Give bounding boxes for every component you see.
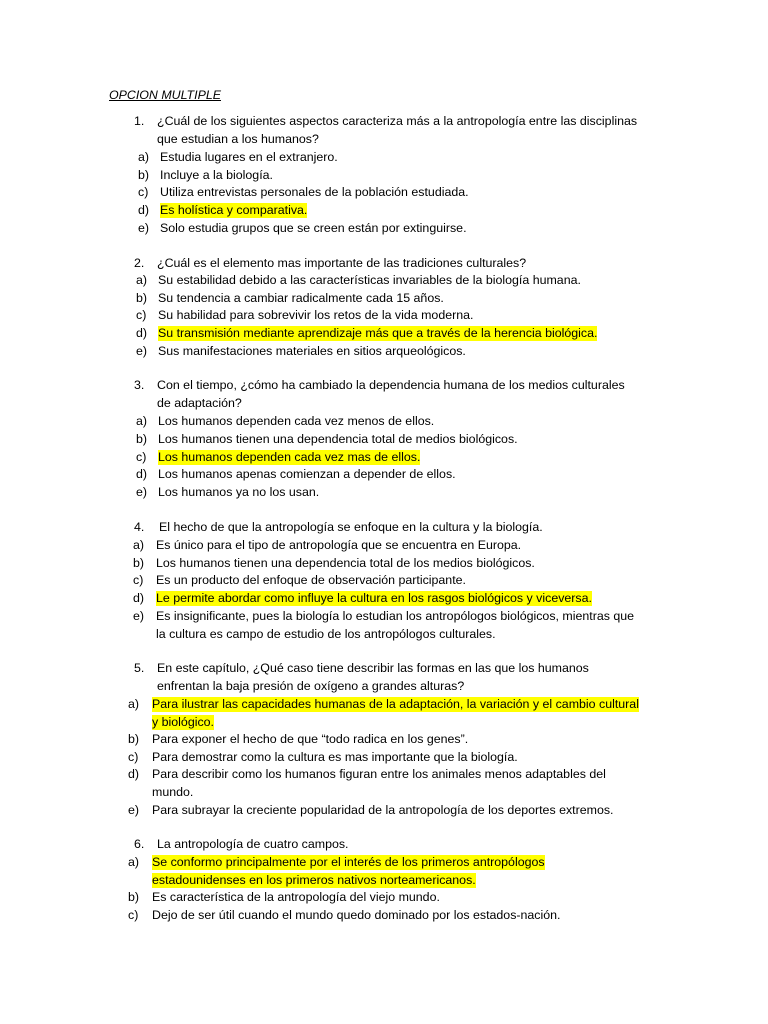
option-text: Es característica de la antropología del viejo mundo. (152, 890, 440, 904)
option-letter: d) (128, 767, 140, 781)
option-letter: a) (133, 538, 145, 552)
option-text: la cultura es campo de estudio de los antropólogos culturales. (156, 626, 496, 641)
question-text: Con el tiempo, ¿cómo ha cambiado la dependencia humana de los medios culturales (157, 378, 625, 392)
option-letter: b) (136, 432, 148, 446)
option-letter: c) (136, 450, 147, 464)
option-text: Es único para el tipo de antropología que se encuentra en Europa. (156, 538, 522, 552)
option-text-correct: estadounidenses en los primeros nativos norteamericanos. (152, 872, 476, 887)
option-text: Es un producto del enfoque de observación participante. (156, 573, 466, 587)
question-text: ¿Cuál es el elemento mas importante de las tradiciones culturales? (157, 256, 527, 270)
option-text: Utiliza entrevistas personales de la población estudiada. (160, 185, 469, 199)
option-letter: d) (136, 467, 148, 481)
option-text: Para describir como los humanos figuran entre los animales menos adaptables del (152, 767, 606, 781)
question-text: enfrentan la baja presión de oxígeno a grandes alturas? (157, 678, 465, 693)
option-letter: e) (136, 344, 148, 358)
option-text: Sus manifestaciones materiales en sitios arqueológicos. (158, 344, 466, 358)
option-text: Para subrayar la creciente popularidad de la antropología de los deportes extremos. (152, 803, 614, 817)
option-text: Incluye a la biología. (160, 168, 273, 182)
option-letter: a) (138, 150, 150, 164)
option-letter: d) (136, 326, 148, 340)
option-text-correct: Los humanos dependen cada vez mas de ellos. (158, 450, 421, 464)
option-letter: c) (128, 750, 139, 764)
option-letter: b) (138, 168, 150, 182)
question-number: 2. (134, 256, 145, 270)
question-number: 4. (134, 520, 145, 534)
option-letter: c) (138, 185, 149, 199)
option-letter: d) (138, 203, 150, 217)
option-text: mundo. (152, 784, 194, 799)
question-text: El hecho de que la antropología se enfoque en la cultura y la biología. (159, 520, 543, 534)
option-letter: b) (128, 732, 140, 746)
question-number: 3. (134, 378, 145, 392)
option-text-correct: Le permite abordar como influye la cultura en los rasgos biológicos y viceversa. (156, 591, 592, 605)
option-text: Su tendencia a cambiar radicalmente cada 15 años. (158, 291, 444, 305)
option-text: Los humanos ya no los usan. (158, 485, 320, 499)
option-letter: b) (133, 556, 145, 570)
option-text: Su estabilidad debido a las características invariables de la biología humana. (158, 273, 581, 287)
question-number: 6. (134, 837, 145, 851)
option-letter: a) (128, 855, 140, 869)
option-letter: e) (133, 609, 145, 623)
option-text-correct: Para ilustrar las capacidades humanas de la adaptación, la variación y el cambio cultural (152, 697, 639, 711)
option-text: Para exponer el hecho de que “todo radica en los genes”. (152, 732, 469, 746)
option-letter: c) (128, 908, 139, 922)
option-text: Dejo de ser útil cuando el mundo quedo dominado por los estados-nación. (152, 908, 561, 922)
option-text: Los humanos tienen una dependencia total de los medios biológicos. (156, 556, 535, 570)
option-text-correct: Es holística y comparativa. (160, 203, 308, 217)
option-letter: e) (136, 485, 148, 499)
option-letter: b) (136, 291, 148, 305)
option-text-correct: Su transmisión mediante aprendizaje más que a través de la herencia biológica. (158, 326, 598, 340)
option-letter: a) (136, 273, 148, 287)
question-text: ¿Cuál de los siguientes aspectos caracteriza más a la antropología entre las disciplinas (157, 114, 638, 128)
option-text: Los humanos apenas comienzan a depender de ellos. (158, 467, 456, 481)
question-number: 5. (134, 661, 145, 675)
question-number: 1. (134, 114, 145, 128)
option-letter: c) (133, 573, 144, 587)
option-letter: d) (133, 591, 145, 605)
option-text: Su habilidad para sobrevivir los retos de la vida moderna. (158, 308, 474, 322)
option-letter: e) (138, 221, 150, 235)
option-text-correct: y biológico. (152, 714, 214, 729)
question-text: En este capítulo, ¿Qué caso tiene describir las formas en las que los humanos (157, 661, 589, 675)
option-letter: b) (128, 890, 140, 904)
option-letter: c) (136, 308, 147, 322)
option-text: Es insignificante, pues la biología lo estudian los antropólogos biológicos, mientras que (156, 609, 635, 623)
question-text: La antropología de cuatro campos. (157, 837, 349, 851)
option-text: Estudia lugares en el extranjero. (160, 150, 338, 164)
option-letter: a) (128, 697, 140, 711)
option-letter: e) (128, 803, 140, 817)
option-text: Los humanos tienen una dependencia total de medios biológicos. (158, 432, 518, 446)
option-text: Solo estudia grupos que se creen están por extinguirse. (160, 221, 467, 235)
option-text: Para demostrar como la cultura es mas importante que la biología. (152, 750, 518, 764)
question-text: que estudian a los humanos? (157, 131, 319, 146)
page-title: OPCION MULTIPLE (109, 88, 221, 102)
option-text: Los humanos dependen cada vez menos de ellos. (158, 414, 435, 428)
option-text-correct: Se conformo principalmente por el interés de los primeros antropólogos (152, 855, 545, 869)
option-letter: a) (136, 414, 148, 428)
question-text: de adaptación? (157, 395, 242, 410)
